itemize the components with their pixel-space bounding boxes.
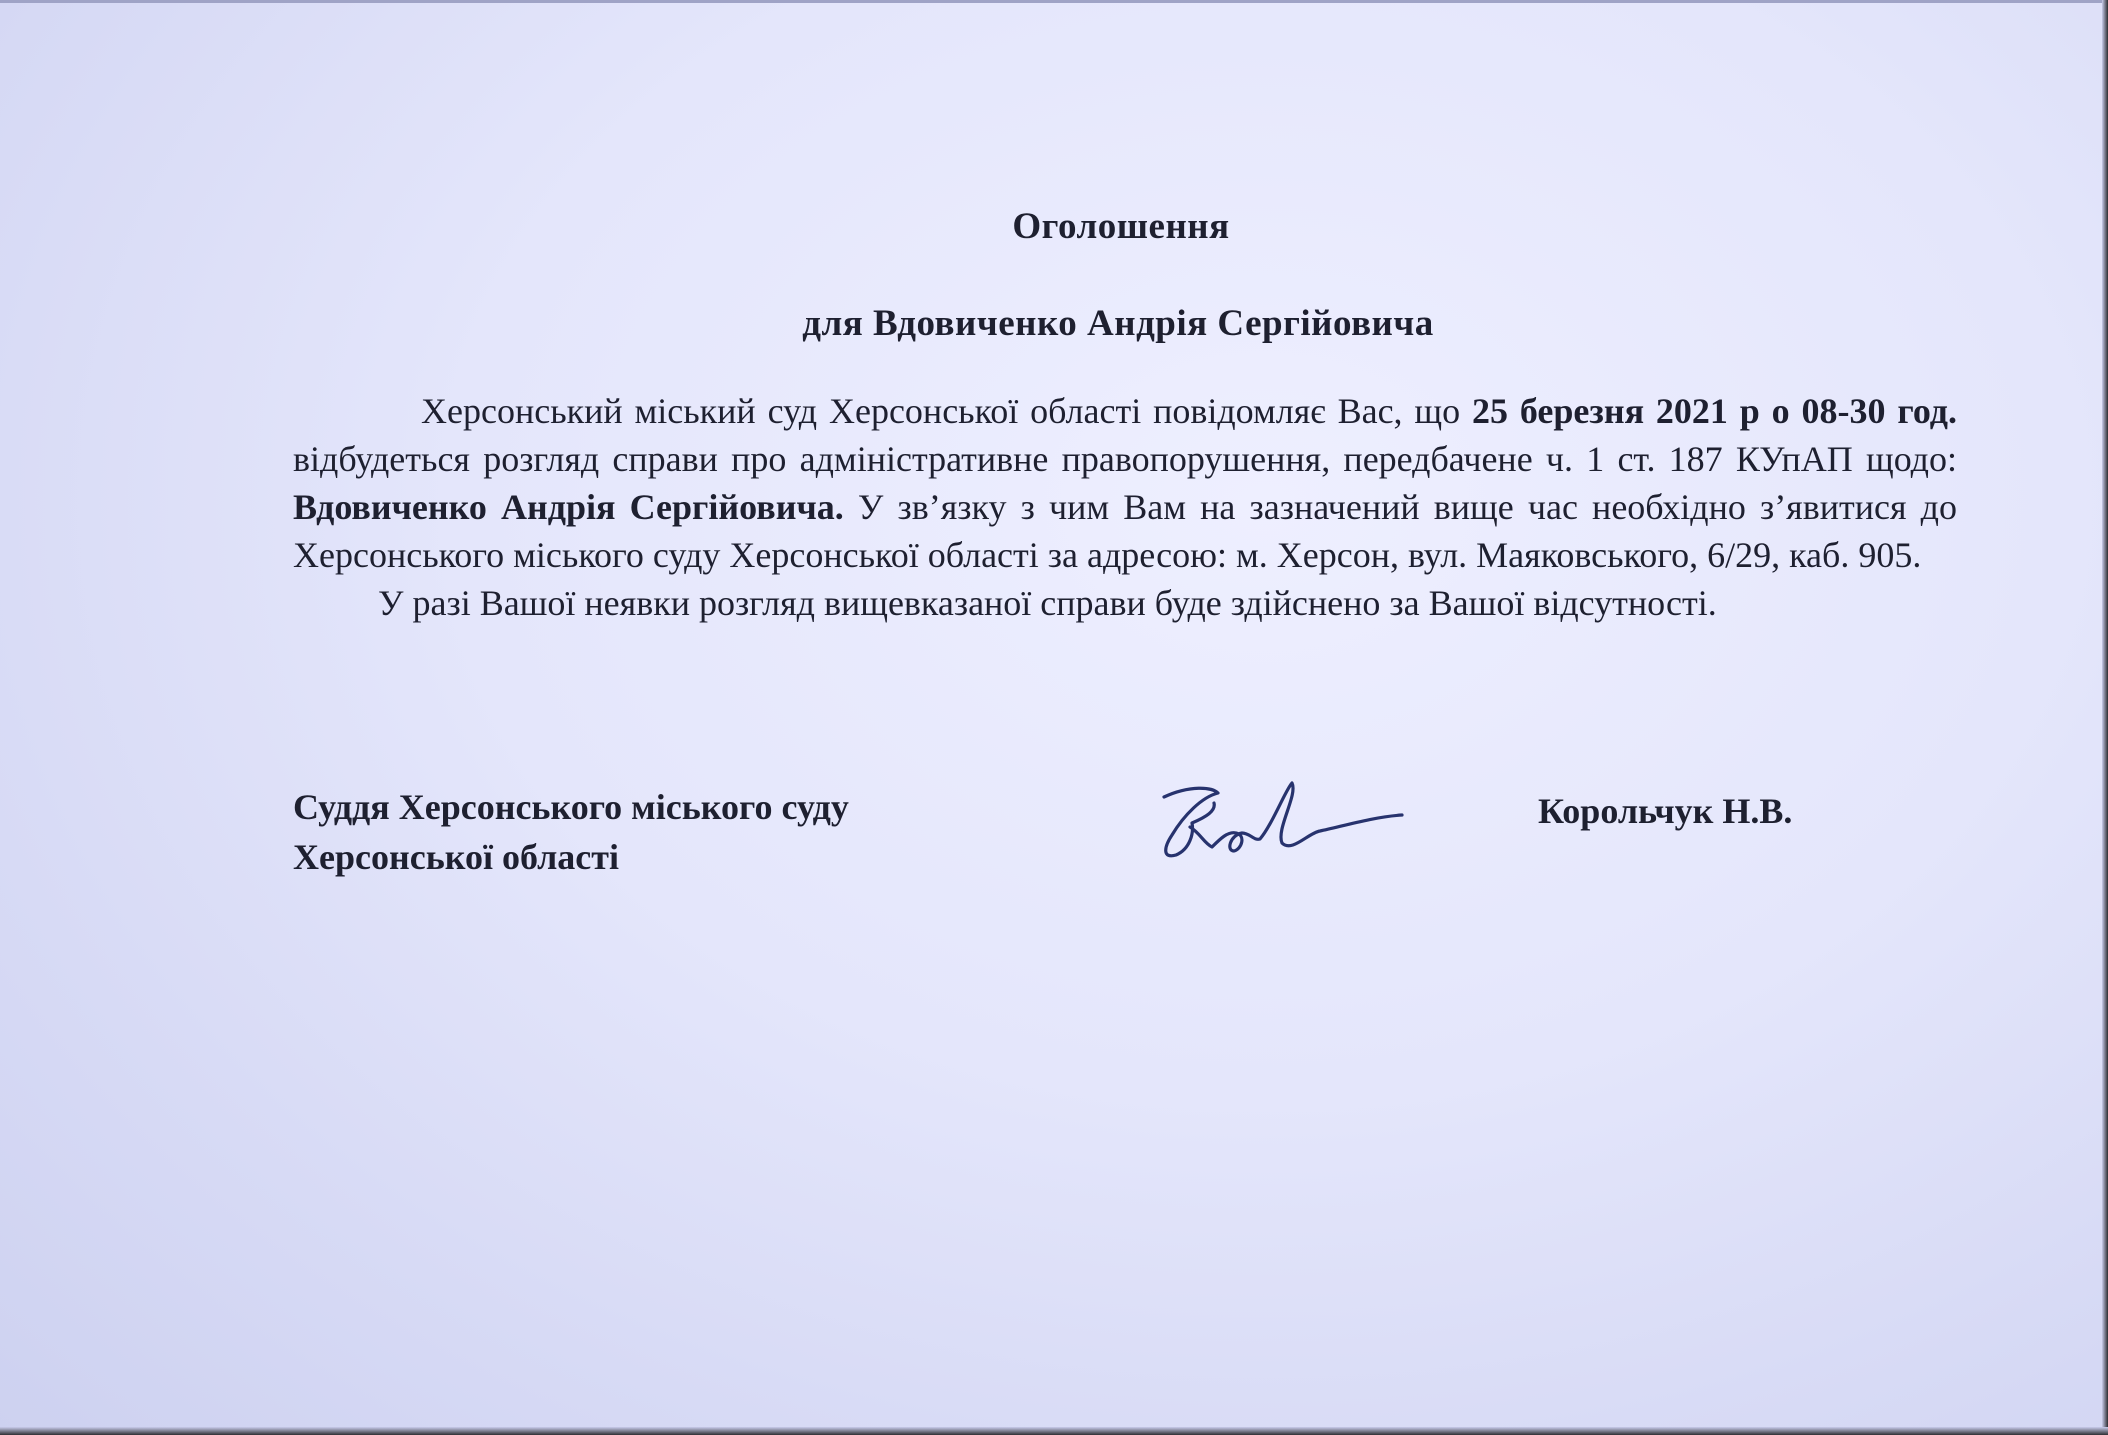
paper-edge-top xyxy=(0,0,2108,3)
paper-edge-right xyxy=(2102,0,2108,1435)
paragraph-summons-part1: Херсонський міський суд Херсонської області повідомляє Вас, що xyxy=(421,391,1472,431)
judge-position xyxy=(293,782,849,882)
judge-name: Корольчук Н.В. xyxy=(1538,791,1793,831)
document-title: Оголошення xyxy=(1012,206,1230,247)
hearing-date: 25 березня 2021 р о 08-30 год. xyxy=(1472,391,1958,431)
judge-position-line2: Херсонської області xyxy=(293,837,619,877)
paragraph-absence-notice: У разі Вашої неявки розгляд вищевказаної справи буде здійснено за Вашої відсутності. xyxy=(378,583,1717,623)
paragraph-summons xyxy=(293,387,1957,579)
paragraph-summons-part2: відбудеться розгляд справи про адміністративне правопорушення, передбачене ч. 1 ст. 187 КУпАП щодо: xyxy=(293,439,1957,479)
document-body xyxy=(293,387,1957,627)
document-addressee: для Вдовиченко Андрія Сергійовича xyxy=(802,303,1434,344)
defendant-name: Вдовиченко Андрія Сергійовича. xyxy=(293,487,844,527)
paragraph-summons-part3: У зв’язку з чим Вам на зазначений вище час необхідно з’явитися до Херсонського міського суду Херсонської області за адресою: м. Херсон, вул. Маяковського, 6/29, каб. 905. xyxy=(293,487,1957,575)
judge-position-line1: Суддя Херсонського міського суду xyxy=(293,787,849,827)
paper-edge-bottom xyxy=(0,1427,2108,1435)
handwritten-signature xyxy=(1150,775,1410,875)
